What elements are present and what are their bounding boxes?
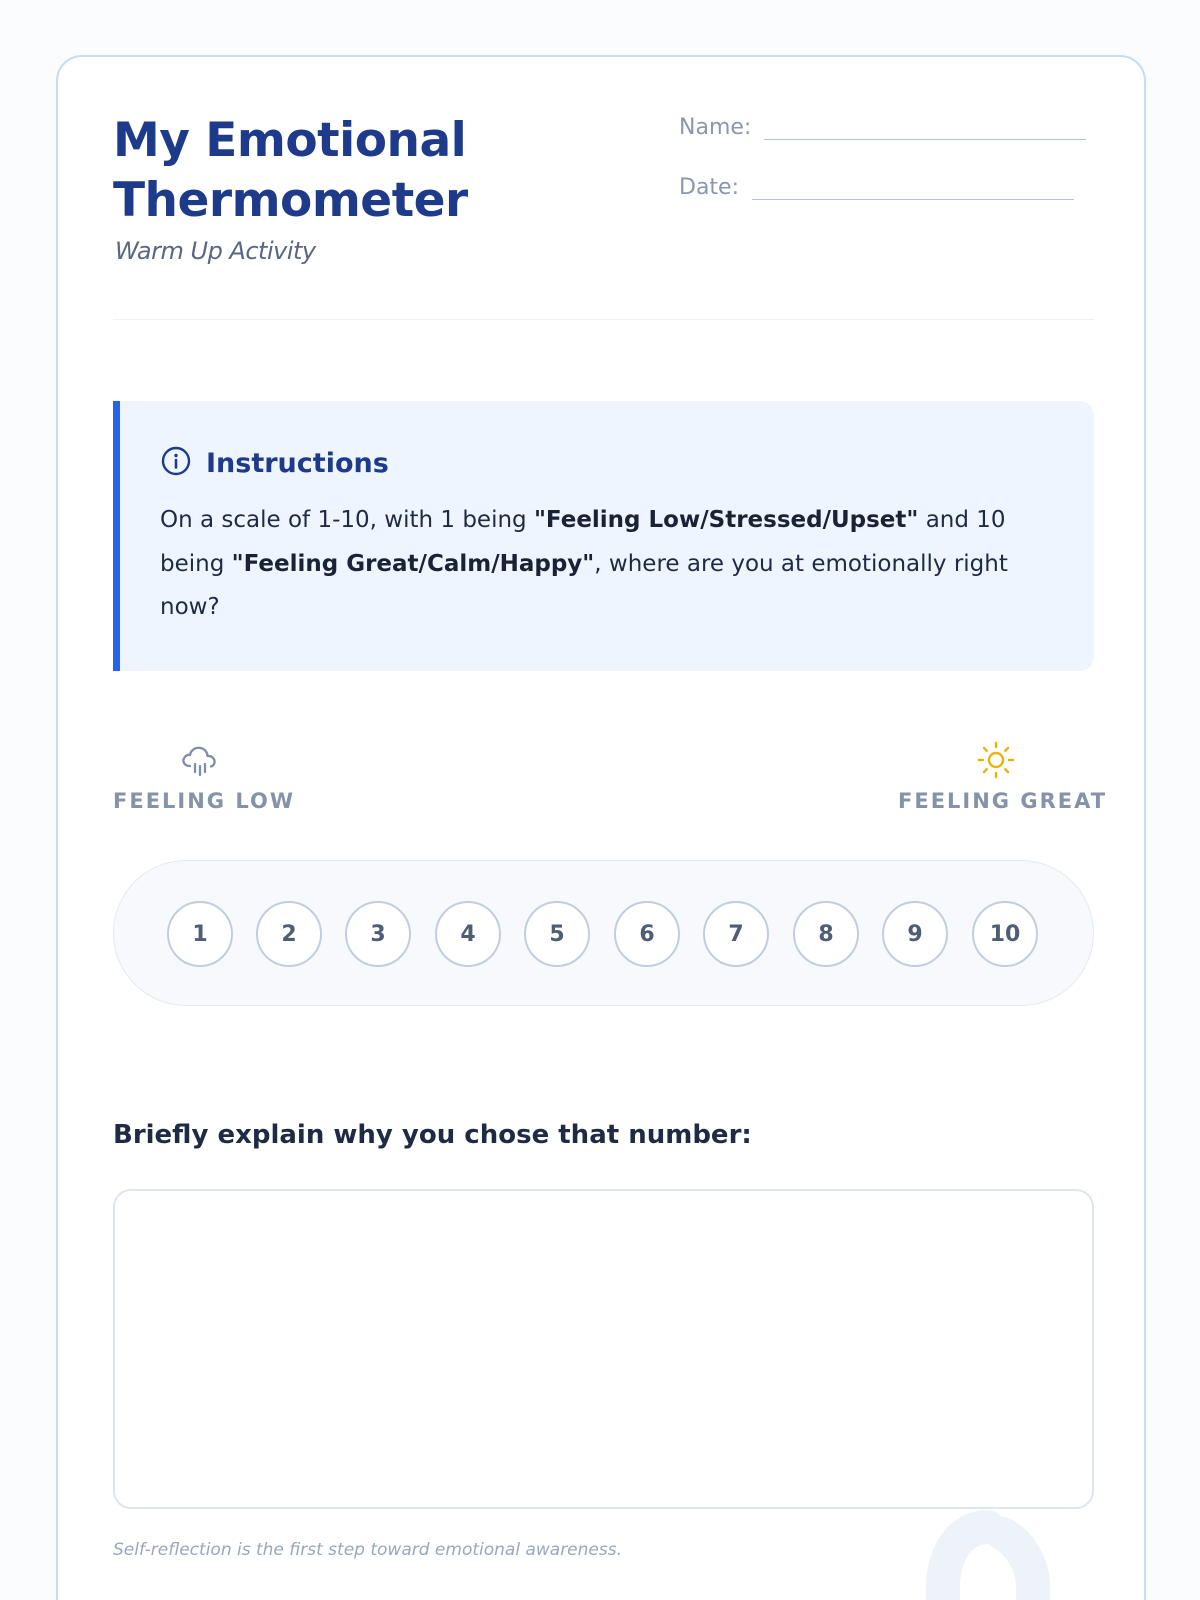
feeling-low-phrase: "Feeling Low/Stressed/Upset" [533, 507, 919, 533]
page-title: My Emotional Thermometer [113, 113, 468, 228]
header-divider [113, 319, 1094, 320]
rating-option-8[interactable]: 8 [793, 901, 859, 967]
rating-option-10[interactable]: 10 [972, 901, 1038, 967]
date-line[interactable] [752, 174, 1074, 200]
sun-icon [898, 739, 1094, 781]
feeling-low-label: FEELING LOW [113, 789, 296, 813]
instructions-text-part: , where are you at emotionally right now? [160, 550, 1008, 620]
explanation-prompt: Briefly explain why you chose that number: [113, 1120, 752, 1150]
instructions-box [113, 401, 1094, 671]
rating-option-6[interactable]: 6 [614, 901, 680, 967]
instructions-header [160, 445, 389, 482]
rating-scale [113, 860, 1094, 1006]
decorative-watermark-icon [888, 1502, 1088, 1600]
rain-cloud-icon [113, 739, 285, 781]
explanation-textarea[interactable] [113, 1189, 1094, 1509]
rating-option-7[interactable]: 7 [703, 901, 769, 967]
name-line[interactable] [764, 114, 1086, 140]
instructions-text-part: On a scale of 1-10, with 1 being [160, 507, 534, 533]
rating-option-5[interactable]: 5 [524, 901, 590, 967]
instructions-text [160, 499, 1040, 630]
date-label: Date: [679, 175, 739, 200]
page-subtitle: Warm Up Activity [115, 237, 316, 265]
feeling-great-phrase: "Feeling Great/Calm/Happy" [231, 550, 595, 577]
date-field[interactable] [679, 174, 1074, 200]
rating-option-1[interactable]: 1 [167, 901, 233, 967]
name-field[interactable] [679, 114, 1086, 140]
footer-note: Self-reflection is the first step toward emotional awareness. [113, 1540, 622, 1560]
info-icon [160, 445, 192, 482]
worksheet-card [56, 55, 1146, 1600]
rating-option-9[interactable]: 9 [882, 901, 948, 967]
feeling-low-anchor [113, 739, 296, 813]
instructions-title: Instructions [206, 448, 389, 479]
feeling-great-label: FEELING GREAT [898, 789, 1108, 813]
name-label: Name: [679, 115, 752, 140]
rating-option-3[interactable]: 3 [345, 901, 411, 967]
instructions-text-part: and 10 being [160, 507, 1006, 577]
rating-option-4[interactable]: 4 [435, 901, 501, 967]
rating-option-2[interactable]: 2 [256, 901, 322, 967]
feeling-great-anchor [898, 739, 1108, 813]
